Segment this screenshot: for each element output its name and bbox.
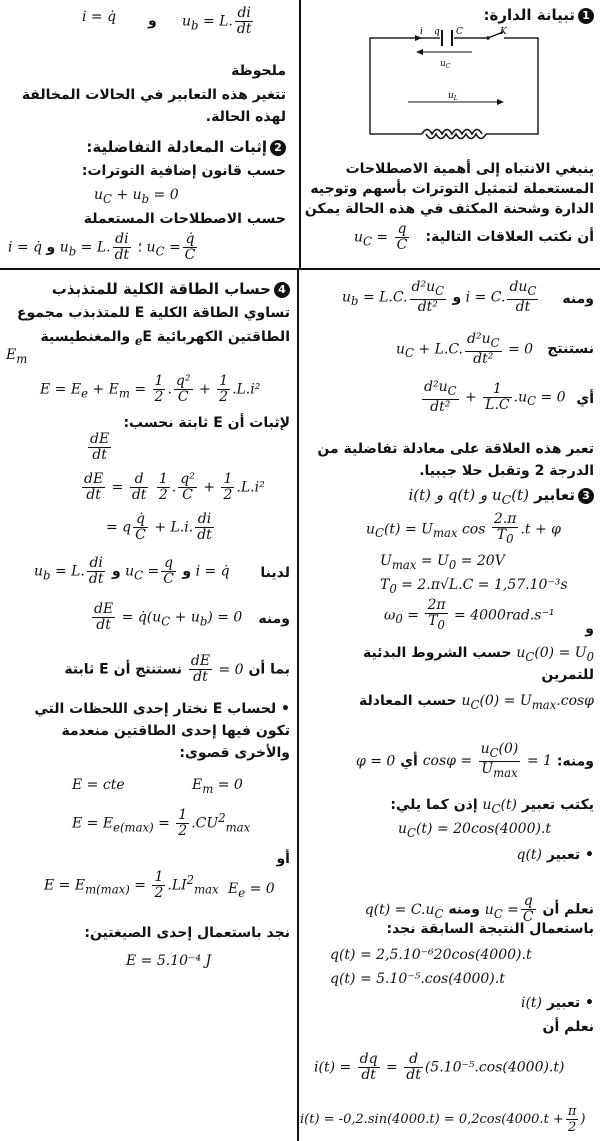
lc-text-2: الدرجة 2 وتقبل حلا جيبيا.	[419, 463, 594, 479]
s1-text-1: ينبغي الانتباه إلى أهمية الاصطلاحات	[345, 161, 594, 177]
note-line-2: لهذه الحالة.	[205, 109, 286, 125]
rc-em-symbol: $E_m$	[6, 347, 28, 366]
s2-law: حسب قانون إضافية التوترات:	[81, 163, 286, 179]
eq-q-1: q(t) = 2,5.10⁻⁶20cos(4000).t	[330, 947, 532, 963]
label-ul: $u_L$	[448, 91, 458, 102]
vertical-divider-top	[299, 0, 301, 268]
initial-cond-line: $u_C(0) = U_0$ حسب الشروط البدئية	[363, 645, 594, 664]
rc-text-2: الطاقتين الكهربائية $E_e$ والمغنطيسية	[40, 329, 290, 348]
write-uc-line: يكتب تعبير $u_C(t)$ إذن كما يلي:	[390, 797, 594, 816]
for-exercise: للتمرين	[541, 667, 594, 683]
lc-line-3: $\frac{d^2u_C}{\text{dt²}}$ + $\frac{1}{L.C}$ $.u_C = 0$	[424, 379, 566, 415]
we-know-i: نعلم أن	[542, 1019, 594, 1035]
eq-i-derivative: i(t) = $\frac{dq}{dt}$ = $\frac{d}{dt}$ (5.10⁻⁵.cos(4000).t)	[314, 1051, 565, 1083]
section-3-heading: 3تعابير i(t) و q(t) و $u_C(t)$	[409, 486, 595, 509]
eq-em-zero: $E_m = 0$	[192, 777, 243, 796]
s1-text-2: المستعملة لتمثيل التوترات بأسهم وتوجيه	[310, 181, 594, 197]
s2-sum-eq: $u_C + u_b = 0$	[94, 187, 179, 206]
rc-bullet-1: • لحساب E نختار إحدى اللحظات التي	[34, 701, 290, 717]
label-q: q	[434, 27, 440, 37]
eq-dE-zero: $\frac{dE}{dt}$ = $q̇(u_C + u_b) = 0$	[94, 601, 243, 633]
eq-final-energy: E = 5.10⁻⁴ J	[126, 953, 212, 969]
i-expression-bullet: • تعبير i(t)	[520, 995, 594, 1011]
rc-text-1: تساوي الطاقة الكلية E للمتذبذب مجموع	[16, 305, 290, 321]
s1-text-3: الدارة وشحنة المكثف في هذه الحالة يمكن	[304, 201, 594, 217]
section-1-number: 1	[578, 8, 594, 24]
eq-ub: $u_b = L$. $\frac{di}{dt}$	[182, 5, 252, 37]
s1-text-4: أن نكتب العلاقات التالية:	[425, 229, 594, 245]
rc-bullet-2: تكون فيها إحدى الطاقتين منعدمة	[61, 723, 290, 739]
section-4-heading: 4حساب الطاقة الكلية للمتذبذب	[52, 280, 290, 298]
eq-we-have: $u_b = L$. $\frac{di}{dt}$ و $u_C$ = $\frac{q}{C}$ و i = q̇	[34, 555, 230, 587]
section-1-heading	[483, 6, 594, 24]
label-c: C	[456, 27, 463, 37]
eq-dE-dt: $\frac{dE}{dt}$ = $\frac{d}{dt}$ $\frac{1}{2}$ . $\frac{\text{q²}}{C}$ + $\frac{1}{2}$ .L.i²	[84, 471, 265, 503]
by-equation-line: $u_C(0) = U_{max}.\cos\varphi$ حسب المعادلة	[359, 693, 594, 712]
eq-dE-dt-2: = q $\frac{q̇}{C}$ + L.i. $\frac{di}{dt}$	[106, 511, 212, 543]
lc-prefix-1: ومنه	[562, 291, 594, 307]
eq-uc-t: $u_C(t) = U_{max}$ cos $\frac{2.\pi}{T_0}$ .t + φ	[366, 511, 561, 546]
eq-i-final: i(t) = -0,2.sin(4000.t) = 0,2cos(4000.t + $\frac{\pi}{2}$ )	[300, 1104, 586, 1135]
horizontal-divider	[0, 268, 600, 270]
and-omega: و	[585, 621, 594, 637]
using-result: باستعمال النتيجة السابقة نجد:	[386, 921, 594, 937]
label-i: i	[420, 27, 423, 37]
s1-relation: $u_C$ = $\frac{q}{C}$	[354, 221, 408, 253]
vertical-divider-bottom	[297, 268, 299, 1141]
rc-hence-label: ومنه	[258, 611, 290, 627]
s2-conventions: حسب الاصطلاحات المستعملة	[83, 211, 286, 227]
we-know-q-line: نعلم أن $u_C$ = $\frac{q}{C}$ ومنه $q(t) = C.u_C$	[364, 893, 594, 925]
rc-dE-dt: $\frac{dE}{dt}$	[90, 431, 110, 463]
rc-we-have-label: لدينا	[260, 565, 290, 581]
eq-t0: $T_0 = 2.\pi√L.C = 1,57.10^{-3}s$	[380, 577, 568, 596]
q-expression-bullet: • تعبير q(t)	[516, 847, 594, 863]
note-line-1: تتغير هذه التعابير في الحالات المخالفة	[21, 87, 286, 103]
lc-line-2: $u_C + L.C$. $\frac{d^2u_C}{\text{dt²}}$ = 0	[396, 331, 534, 367]
eq-e-emax: $E = E_{e(max)}$ = $\frac{1}{2}$ $.CU^2_{max}$	[72, 807, 251, 839]
label-uc: $u_C$	[440, 59, 451, 70]
rc-find-formula: نجد باستعمال إحدى الصيغتين:	[84, 925, 290, 941]
section-2-heading: 2إثبات المعادلة التفاضلية:	[86, 138, 286, 156]
lc-line-1: $u_b = L.C$. $\frac{d^2u_C}{\text{dt²}}$ و i = C. $\frac{du_C}{dt}$	[342, 279, 537, 315]
rc-since-line: بما أن $\frac{dE}{dt}$ = 0 نستنتج أن E ثابتة	[64, 653, 290, 685]
note-title: ملحوظة	[231, 63, 286, 79]
eq-omega0: $\omega_0$ = $\frac{2\pi}{T_0}$ = 4000rad.s⁻¹	[384, 597, 555, 632]
label-k: K	[500, 27, 507, 37]
lc-label-3: أي	[576, 391, 594, 407]
eq-e-cte: E = cte	[72, 777, 125, 793]
rlc-circuit-diagram	[360, 26, 550, 146]
s2-relations: i = q̇ و $u_b = L$. $\frac{di}{dt}$ ؛ $u_C$ = $\frac{q̇}{C}$	[8, 231, 196, 263]
rc-prove-constant: لإثبات أن E ثابتة نحسب:	[123, 415, 290, 431]
and-1: و	[148, 13, 157, 29]
eq-energy: $E = E_e + E_m$ = $\frac{1}{2}$ . $\frac{\text{q²}}{C}$ + $\frac{1}{2}$ .L.i²	[40, 373, 261, 405]
section-1-title: تبيانة الدارة:	[483, 6, 575, 24]
eq-umax: $U_{max} = U_0 = 20V$	[380, 553, 505, 572]
eq-i-qdot: i = q̇	[82, 9, 117, 25]
eq-uc-final: $u_C(t) = 20\cos(4000).t$	[398, 821, 552, 840]
rc-bullet-3: والأخرى قصوى:	[179, 745, 290, 761]
eq-e-mmax: $E = E_{m(max)}$ = $\frac{1}{2}$ $.LI^2_{max}$	[44, 869, 219, 901]
eq-q-2: q(t) = 5.10⁻⁵.cos(4000).t	[330, 971, 505, 987]
phi-line: ومنه: cosφ = $\frac{u_C(0)}{U_{max}}$ = 1 أي φ = 0	[355, 741, 594, 780]
rc-or: أو	[276, 851, 290, 867]
eq-ee-zero: $E_e = 0$	[228, 881, 275, 900]
lc-text-1: تعبر هذه العلاقة على معادلة تفاضلية من	[317, 441, 594, 457]
lc-label-2: نستنتج	[547, 341, 594, 357]
